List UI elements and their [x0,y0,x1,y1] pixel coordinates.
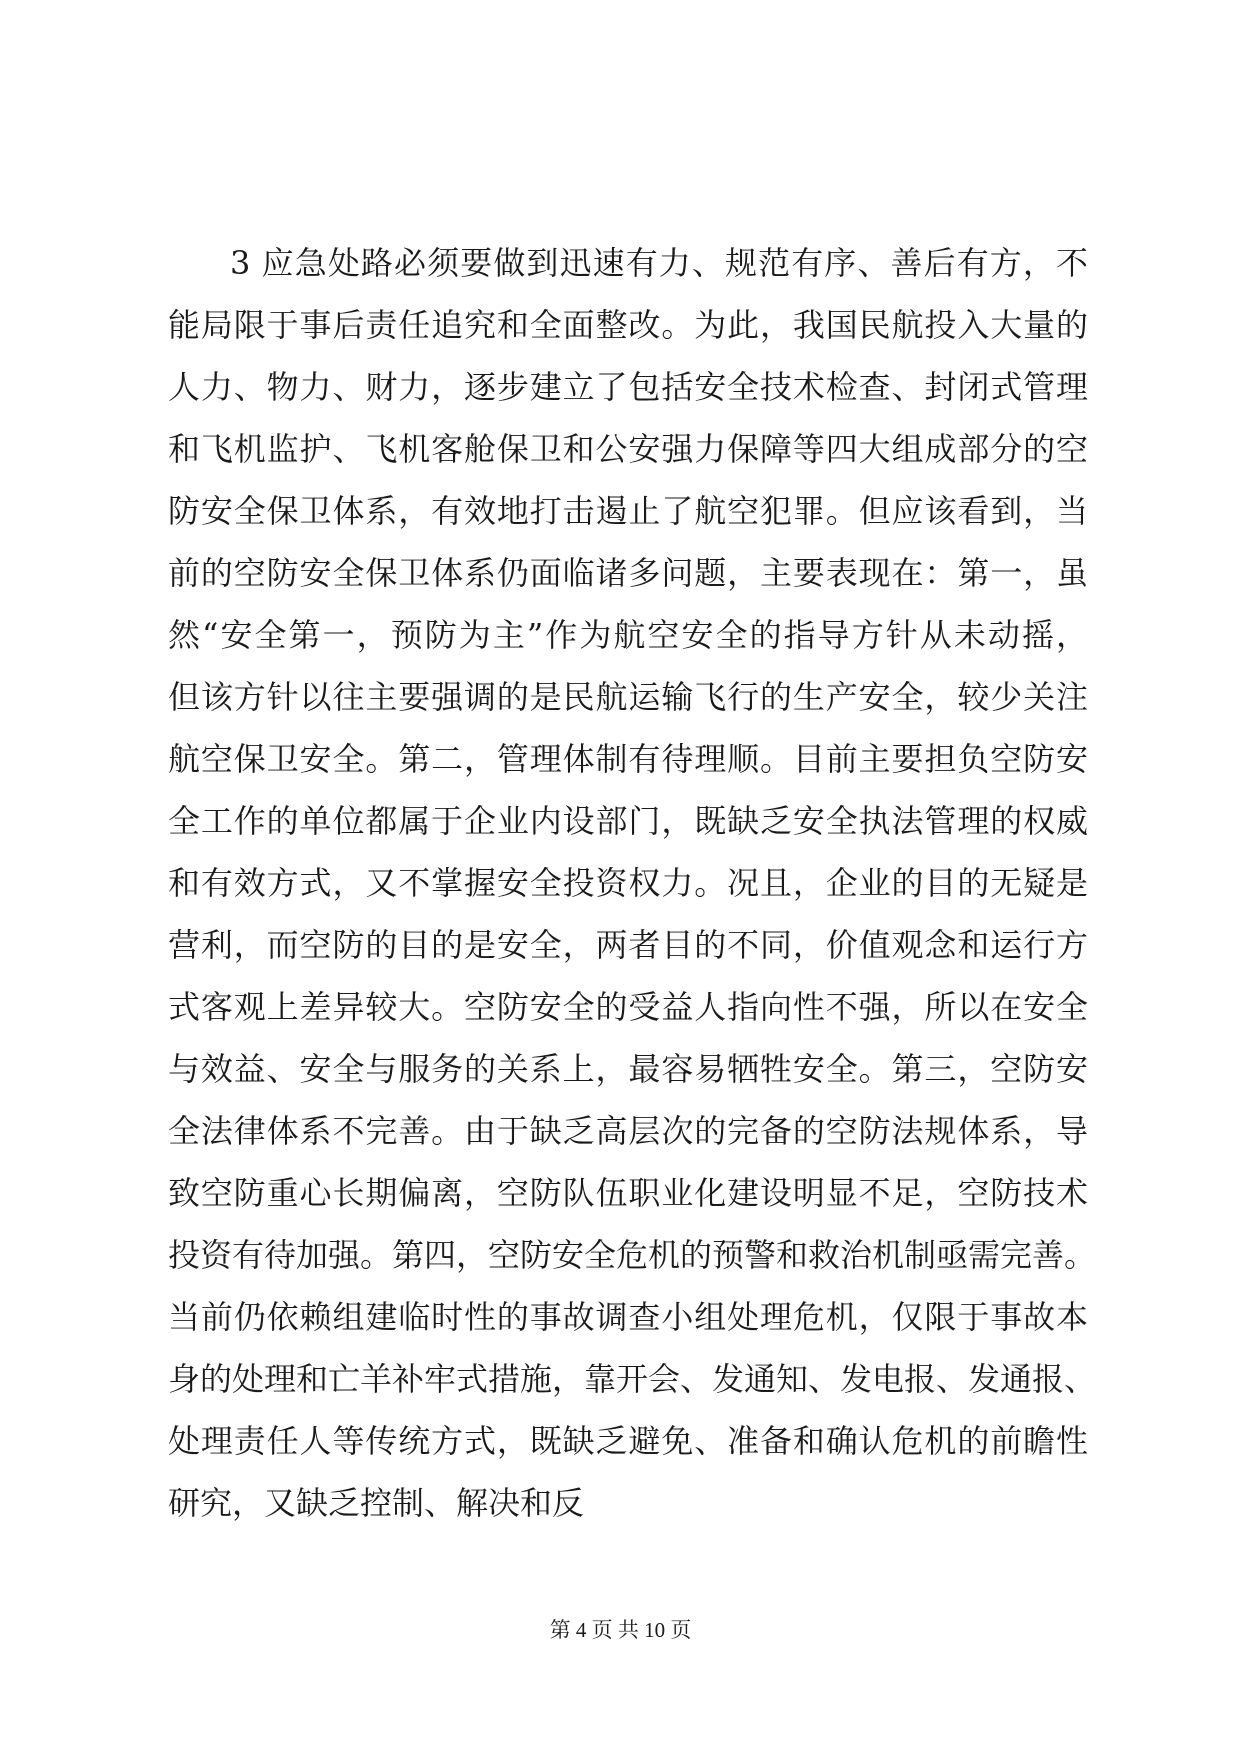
page-number: 第 4 页 共 10 页 [549,1618,692,1642]
text-line: 然“安全第一，预防为主”作为航空安全的指导方针从未动摇， [168,616,1088,654]
text-line: 和有效方式，又不掌握安全投资权力。况且，企业的目的无疑是 [168,864,1088,902]
text-line: 营利，而空防的目的是安全，两者目的不同，价值观念和运行方 [168,926,1088,964]
page-footer [0,1614,1241,1644]
text-line: 全工作的单位都属于企业内设部门，既缺乏安全执法管理的权威 [168,802,1088,840]
text-line: 人力、物力、财力，逐步建立了包括安全技术检查、封闭式管理 [168,368,1088,406]
text-line: 当前仍依赖组建临时性的事故调查小组处理危机，仅限于事故本 [168,1298,1088,1336]
text-line: 全法律体系不完善。由于缺乏高层次的完备的空防法规体系，导 [168,1112,1088,1150]
text-line: 处理责任人等传统方式，既缺乏避免、准备和确认危机的前瞻性 [168,1422,1088,1460]
body-paragraph [168,232,1097,1534]
text-line: 研究，又缺乏控制、解决和反 [168,1484,585,1522]
text-line: 但该方针以往主要强调的是民航运输飞行的生产安全，较少关注 [168,678,1088,716]
text-line: 与效益、安全与服务的关系上，最容易牺牲安全。第三，空防安 [168,1050,1088,1088]
text-line: 防安全保卫体系，有效地打击遏止了航空犯罪。但应该看到，当 [168,492,1088,530]
text-line: 和飞机监护、飞机客舱保卫和公安强力保障等四大组成部分的空 [168,430,1088,468]
text-line: 航空保卫安全。第二，管理体制有待理顺。目前主要担负空防安 [168,740,1088,778]
text-line: 致空防重心长期偏离，空防队伍职业化建设明显不足，空防技术 [168,1174,1088,1212]
text-line: 能局限于事后责任追究和全面整改。为此，我国民航投入大量的 [168,306,1088,344]
text-line: 式客观上差异较大。空防安全的受益人指向性不强，所以在安全 [168,988,1088,1026]
text-line: 前的空防安全保卫体系仍面临诸多问题，主要表现在：第一，虽 [168,554,1088,592]
text-line: 3 应急处路必须要做到迅速有力、规范有序、善后有方，不 [230,244,1088,282]
text-line: 投资有待加强。第四，空防安全危机的预警和救治机制亟需完善。 [168,1236,1097,1274]
text-line: 身的处理和亡羊补牢式措施，靠开会、发通知、发电报、发通报、 [168,1360,1097,1398]
